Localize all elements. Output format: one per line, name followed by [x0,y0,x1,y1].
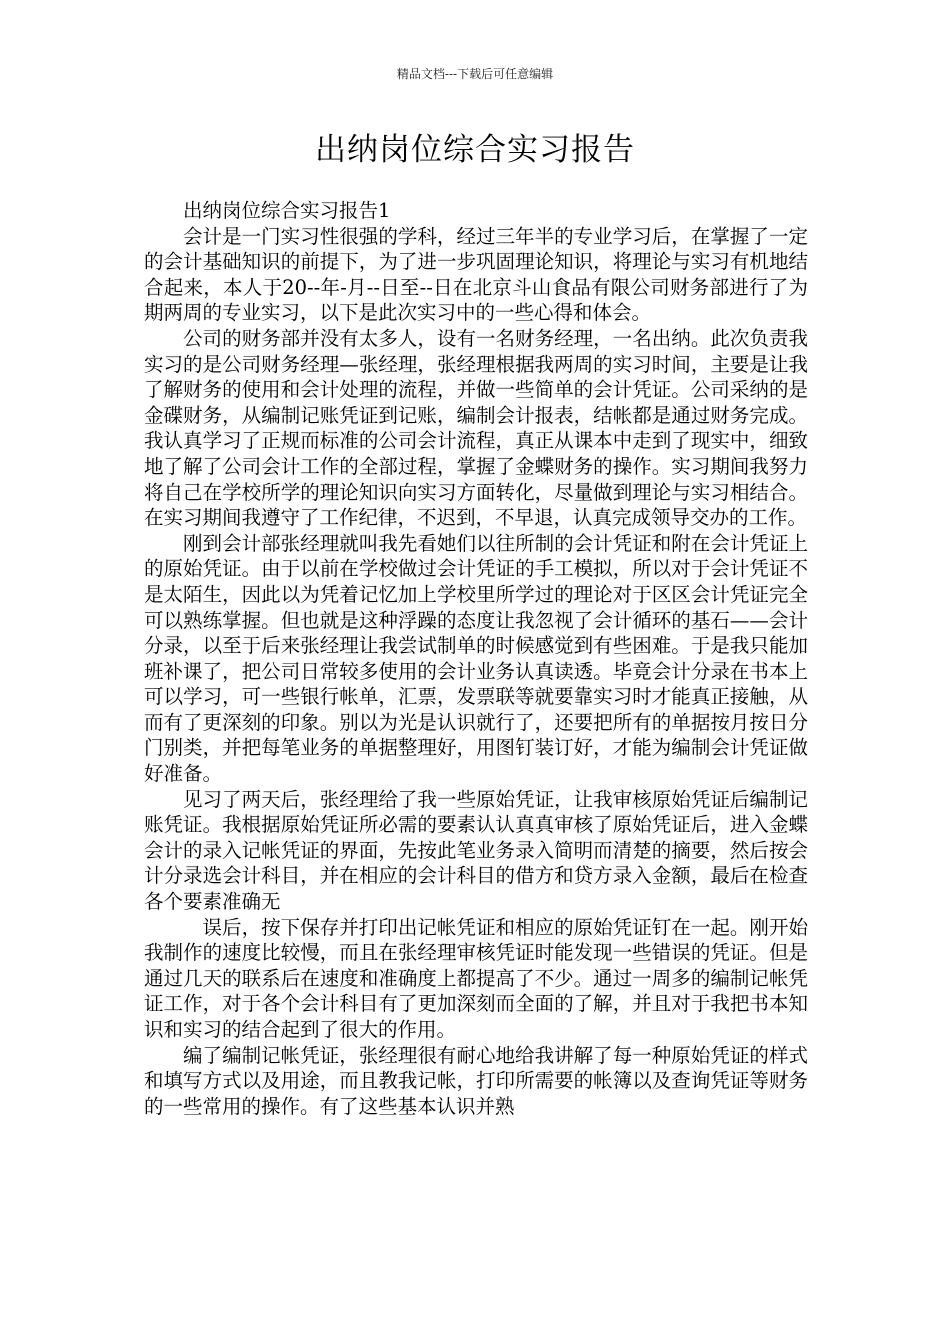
paragraph-2: 公司的财务部并没有太多人，设有一名财务经理，一名出纳。此次负责我实习的是公司财务经理—张经理，张经理根据我两周的实习时间，主要是让我了解财务的使用和会计处理的流程，并做一些简单的会计凭证。公司采纳的是金碟财务，从编制记账凭证到记账，编制会计报表，结帐都是通过财务完成。我认真学习了正规而标准的公司会计流程，真正从课本中走到了现实中，细致地了解了公司会计工作的全部过程，掌握了金蝶财务的操作。实习期间我努力将自己在学校所学的理论知识向实习方面转化，尽量做到理论与实习相结合。在实习期间我遵守了工作纪律，不迟到，不早退，认真完成领导交办的工作。 [144,326,808,530]
paragraph-5: 误后，按下保存并打印出记帐凭证和相应的原始凭证钉在一起。刚开始我制作的速度比较慢，而且在张经理审核凭证时能发现一些错误的凭证。但是通过几天的联系后在速度和准确度上都提高了不少。通过一周多的编制记帐凭证工作，对于各个会计科目有了更加深刻而全面的了解，并且对于我把书本知识和实习的结合起到了很大的作用。 [144,915,808,1041]
paragraph-6: 编了编制记帐凭证，张经理很有耐心地给我讲解了每一种原始凭证的样式和填写方式以及用途，而且教我记帐，打印所需要的帐簿以及查询凭证等财务的一些常用的操作。有了这些基本认识并熟 [144,1043,808,1118]
paragraph-1: 会计是一门实习性很强的学科，经过三年半的专业学习后，在掌握了一定的会计基础知识的前提下，为了进一步巩固理论知识，将理论与实习有机地结合起来，本人于20--年-月--日至--日在北京斗山食品有限公司财务部进行了为期两周的专业实习，以下是此次实习中的一些心得和体会。 [144,224,808,325]
paragraph-4: 见习了两天后，张经理给了我一些原始凭证，让我审核原始凭证后编制记账凭证。我根据原始凭证所必需的要素认认真真审核了原始凭证后，进入金蝶会计的录入记帐凭证的界面，先按此笔业务录入简明而清楚的摘要，然后按会计分录选会计科目，并在相应的会计科目的借方和贷方录入金额，最后在检查各个要素准确无 [144,787,808,914]
page-header: 精品文档---下载后可任意编辑 [396,67,554,81]
paragraph-3: 刚到会计部张经理就叫我先看她们以往所制的会计凭证和附在会计凭证上的原始凭证。由于以前在学校做过会计凭证的手工模拟，所以对于会计凭证不是太陌生，因此以为凭着记忆加上学校里所学过的理论对于区区会计凭证完全可以熟练掌握。但也就是这种浮躁的态度让我忽视了会计循环的基石——会计分录，以至于后来张经理让我尝试制单的时候感觉到有些困难。于是我只能加班补课了，把公司日常较多使用的会计业务认真读透。毕竟会计分录在书本上可以学习，可一些银行帐单，汇票，发票联等就要靠实习时才能真正接触，从而有了更深刻的印象。别以为光是认识就行了，还要把所有的单据按月按日分门别类，并把每笔业务的单据整理好，用图钉装订好，才能为编制会计凭证做好准备。 [144,531,808,786]
document-subtitle: 出纳岗位综合实习报告1 [183,199,391,222]
document-title: 出纳岗位综合实习报告 [315,132,635,168]
document-body [144,198,808,1119]
